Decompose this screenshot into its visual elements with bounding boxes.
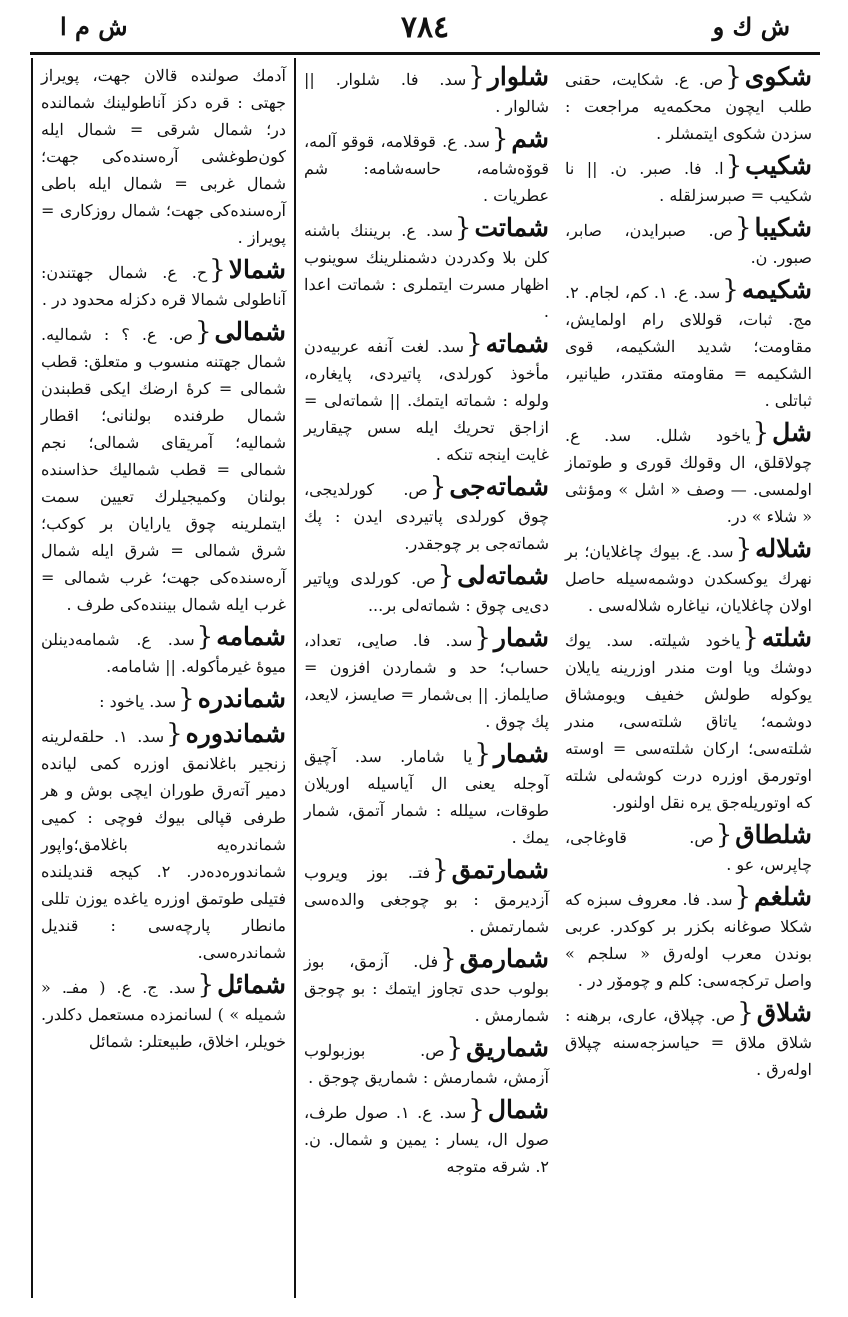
brace-glyph: { [454,213,472,243]
entry-definition: سد. ع. بيوك چاغلايان؛ بر نهرك يوكسكدن دوشمه‌سيله حاصل اولان چاغلايان، نياغاره شلاله‌سى . [565,542,812,615]
entry-definition: سد. ع. شمامه‌دينلن ميوۀ غيرمأكوله. || شامامه. [41,630,286,676]
brace-glyph: { [715,820,733,850]
entry-headword: شمار [493,739,549,768]
entry-headword: شل [772,418,812,447]
dictionary-entry [304,855,549,940]
entry-definition: آدمك صولنده قالان جهت، پويراز جهتى : قره دكز آناطولينك شمالنده در؛ شمال شرقى = شمال ايله كون‌طوغشى آره‌سنده‌كى جهت؛ شمال غربى = شمال ايله باطى آره‌سنده‌كى جهت؛ شمال روزكارى = پويراز . [41,66,286,247]
entry-headword: شمائل [217,970,286,999]
dictionary-entry [41,255,286,313]
header-rule [30,52,820,55]
entry-definition: سد. ع. قوقلامه، قوقو آلمه، قوۆەشامه، حاسه‌شامه: شم عطريات . [304,132,549,205]
brace-glyph: { [194,317,212,347]
entry-definition: ص. قاوغاجى، چاپرس، عو . [565,828,812,874]
entry-headword: شمارمق [459,944,549,973]
entry-definition: فتـ. بوز ويروب آزديرمق : بو چوجغى والده‌سى شمارتمش . [304,863,549,936]
dictionary-entry [304,623,549,735]
page-number: ٧٨٤ [400,10,450,45]
entry-definition: ياخود شيلته. سد. يوك دوشك ويا اوت مندر اوزرينه يايلان يوكوله طولش خفيف ويومشاق دوشمه؛ ياتاق شلته‌سى، مندر شلته‌سى؛ اركان شلته‌سى = اوسته اوتورمق اوزره درت كوشه‌لى شلته كه اوتوريله‌جق يره نقل اولنور. [565,631,812,812]
brace-glyph: { [166,719,183,749]
entry-headword: شلطاق [735,820,812,849]
entry-definition: سد. لغت آنفه عربيه‌دن مأخوذ كورلدى، پاتيردى، پايغاره، ولوله : شماته ايتمك. || شماته‌لى = ازاجق تحريك ايله سس چيقارير غايت اينجه تنكه . [304,337,549,464]
entry-headword: شمالا [228,255,286,284]
brace-glyph: { [734,213,752,243]
entry-headword: شماته [485,329,549,358]
dictionary-entry [565,213,812,271]
brace-glyph: { [737,998,754,1028]
brace-glyph: { [178,684,195,714]
dictionary-entry [304,124,549,209]
dictionary-entry [41,719,286,966]
entry-headword: شلته [761,623,812,652]
dictionary-entry [304,213,549,325]
entry-definition: سد. ع. ١. كم، لجام. ٢. مج. ثبات، قوللاى رام اولمايش، مقاومت؛ شديد الشكيمه، قوى الشكيمه = مقاومته مقتدر، طيانير، ثباتلى . [565,283,812,410]
entry-definition: سد. فا. صايى، تعداد، حساب؛ حد و شماردن افزون = صايلماز. || بى‌شمار = صايسز، لايعد، پك چوق . [304,631,549,731]
entry-headword: شمالى [214,317,286,346]
brace-glyph: { [725,151,743,181]
brace-glyph: { [446,1033,464,1063]
column-left [31,58,294,1298]
dictionary-entry [304,472,549,557]
dictionary-entry [41,684,286,715]
dictionary-entry [41,317,286,618]
entry-headword: شكوى [744,62,812,91]
entry-headword: شلغم [754,882,812,911]
brace-glyph: { [474,623,491,653]
column-right [557,58,820,1298]
brace-glyph: { [468,1095,485,1125]
entry-headword: شماندوره [185,719,286,748]
entry-headword: شماته‌جى [449,472,549,501]
brace-glyph: { [722,275,739,305]
entry-headword: شمار [493,623,549,652]
dictionary-entry [565,623,812,816]
brace-glyph: { [474,739,491,769]
dictionary-entry [41,970,286,1055]
entry-definition: سد. ياخود : [99,692,177,711]
dictionary-columns [30,58,820,1298]
brace-glyph: { [725,62,742,92]
dictionary-entry [41,622,286,680]
column-middle [294,58,557,1298]
entry-headword: شكيب [745,151,812,180]
entry-definition: فل. آزمق، بوز بولوب حدى تجاوز ايتمك : بو چوجق شمارمش . [304,952,549,1025]
dictionary-entry [565,275,812,414]
entry-definition: ص. كورلدى وپاتير دى‌يى چوق : شماته‌لى بر... [304,569,549,615]
entry-definition: سد. ج. ع. ( مفـ. « شميله » ) لسانمزده مستعمل دكلدر. خويلر، اخلاق، طبيعتلر: شمائل [41,978,286,1051]
brace-glyph: { [491,124,509,154]
entry-definition: ص. چپلاق، عارى، برهنه : شلاق ملاق = حياسزجه‌سنه چپلاق اولەرق . [565,1006,812,1079]
entry-definition: ح. ع. شمال جهتندن: آناطولى شمالا قره دكزله محدود در . [41,263,286,309]
entry-definition: ص. ع. شكايت، حقنى طلب ايچون محكمه‌يه مراجعت : سزدن شكوى ايتمشلر . [565,70,812,143]
entry-headword: شماندره [197,684,286,713]
dictionary-entry [41,62,286,251]
entry-headword: شماريق [466,1033,549,1062]
entry-headword: شلوار [487,62,549,91]
brace-glyph: { [209,255,226,285]
dictionary-entry [304,944,549,1029]
brace-glyph: { [742,623,759,653]
entry-definition: سد. فا. شلوار. || شالوار . [304,70,549,116]
dictionary-entry [304,1095,549,1180]
entry-headword: شماتت [474,213,549,242]
brace-glyph: { [432,855,449,885]
entry-headword: شكيبا [754,213,812,242]
entry-headword: شم [511,124,549,153]
entry-definition: سد. ع. بريننك باشنه كلن بلا وكدردن دشمنلرينك سوينوب اظهار مسرت ايتملرى : شماتت اعدا . [304,221,549,321]
entry-headword: شلاق [756,998,812,1027]
entry-headword: شماته‌لى [457,561,549,590]
dictionary-entry [565,151,812,209]
dictionary-entry [304,561,549,619]
brace-glyph: { [429,472,447,502]
dictionary-entry [565,62,812,147]
dictionary-entry [565,882,812,994]
brace-glyph: { [196,622,214,652]
entry-definition: يا شامار. سد. آچيق آوجله يعنى ال آياسيله اوريلان طوقات، سيلله : شمار آتمق، شمار يمك . [304,747,549,847]
entry-definition: ص. صبرايدن، صابر، صبور. ن. [565,221,812,267]
dictionary-entry [565,820,812,878]
entry-headword: شكيمه [741,275,812,304]
brace-glyph: { [440,944,457,974]
page-header [30,10,820,46]
dictionary-entry [304,62,549,120]
brace-glyph: { [437,561,455,591]
entry-definition: ص. كورلديجى، چوق كورلدى پاتيردى ايدن : پك شماته‌جى بر چوجقدر. [304,480,549,553]
brace-glyph: { [468,62,485,92]
entry-headword: شلاله [755,534,812,563]
dictionary-entry [565,534,812,619]
brace-glyph: { [752,418,770,448]
entry-headword: شمال [487,1095,549,1124]
entry-definition: ص. ع. ؟ : شماليه. شمال جهتنه منسوب و متعلق: قطب شمالى = كرۀ ارضك ايكى قطبندن شمال طرفنده بولنانى؛ اقطار شماليه؛ آمريقاى شمالى؛ نجم شمالى = قطب شماليك حذاسنده بولنان وكميجيلرك تعيين سمت ايتملرينه چوق يارايان بر كوكب؛ شرق شمالى = شرق ايله شمال آره‌سنده‌كى جهت؛ غرب شمالى = غرب ايله شمال بيننده‌كى طرف . [41,325,286,614]
entry-definition: ص. بوزبولوب آزمش، شمارمش : شماريق چوجق . [304,1041,549,1087]
entry-definition: ا. فا. صبر. ن. || نا شكيب = صبرسزلقله . [565,159,812,205]
entry-definition: ياخود شلل. سد. ع. چولاقلق، ال وقولك قورى و طوتماز اولمسى. — وصف « اشل » ومؤنثى « شلاء » در. [565,426,812,526]
brace-glyph: { [197,970,215,1000]
entry-headword: شمامه [216,622,286,651]
dictionary-entry [304,329,549,468]
header-left-guide-letters: ش م ا [60,12,128,41]
brace-glyph: { [735,534,753,564]
entry-definition: سد. ع. ١. صول طرف، صول ال، يسار : يمين و شمال. ن. ٢. شرقه متوجه [304,1103,549,1176]
entry-headword: شمارتمق [451,855,549,884]
dictionary-entry [565,998,812,1083]
entry-definition: سد. فا. معروف سبزه كه شكلا صوغانه بكزر بر كوكدر. عربى بوندن معرب اولەرق « سلجم » واصل تركجه‌سى: كلم و چومۆر در . [565,890,812,990]
entry-definition: سد. ١. حلقه‌لرينه زنجير باغلانمق اوزره كمى ليانده دمير آتەرق طوران ايچى بوش و هر طرفى قپالى بيوك فوچى : كميى شماندره‌يه باغلامق؛واپور شماندوره‌ده‌در. ٢. كيجه قنديلنده فتيلى طوتمق اوزره ياغده يوزن تللى مانطار پارچه‌سى : قنديل شماندره‌سى. [41,727,286,962]
brace-glyph: { [734,882,752,912]
dictionary-entry [304,1033,549,1091]
dictionary-entry [304,739,549,851]
brace-glyph: { [466,329,483,359]
dictionary-entry [565,418,812,530]
header-right-guide-letters: ش ك و [712,12,790,41]
